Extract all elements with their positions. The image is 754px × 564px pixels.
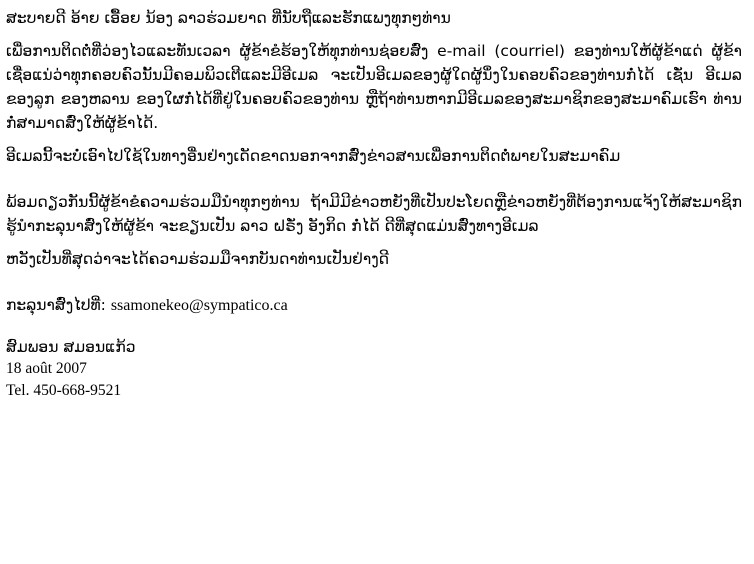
paragraph-email-usage: ອີເມລນີ້ຈະບໍ່ເອົາໄປໃຊ້ໃນທາງອື່ນຢ່າງເດັດຂາດນອກຈາກສົ່ງຂ່າວສານເພື່ອການຕິດຕໍ່ພາຍໃນສະມາຄົມ bbox=[6, 147, 621, 165]
spacer bbox=[6, 318, 742, 336]
paragraph-email-request: ເພື່ອການຕິດຕໍ່ທີ່ວ່ອງໄວແລະທັນເວລາ ຜູ້ຂ້າຂໍຮ້ອງໃຫ້ທຸກທ່ານຊ່ອຍສົ່ງ e-mail (courriel) ຂອງທ່ານໃຫ້ຜູ້ຂ້າແດ່ ຜູ້ຂ້າເຊື່ອແນ່ວ່າທຸກຄອບຄົວນັ້ນມີຄອມພິວເຕີແລະມີອີເມລ ຈະເປັນອີເມລຂອງຜູ້ໃດຜູ້ນຶ່ງໃນຄອບຄົວຂອງທ່ານກໍ່ໄດ້ ເຊັ່ນ ອີເມລຂອງລູກ ຂອງຫລານ ຂອງໃຜກໍ່ໄດ້ທີ່ຢູ່ໃນຄອບຄົວຂອງທ່ານ ຫຼືຖ້າທ່ານຫາກມີອີເມລຂອງສະມາຊິກຂອງສະມາຄົມເຮົາ ທ່ານກໍ່ສາມາດສົ່ງໃຫ້ຜູ້ຂ້າໄດ້. bbox=[6, 42, 742, 132]
phone-number: Tel. 450-668-9521 bbox=[6, 382, 122, 399]
letter-date: 18 août 2007 bbox=[6, 360, 87, 377]
signature-name: ສົມພອນ ສມອນແກ້ວ bbox=[6, 338, 136, 356]
spacer bbox=[6, 168, 742, 190]
spacer bbox=[6, 271, 742, 293]
spacer bbox=[6, 238, 742, 247]
paragraph-news-request: ພ້ອມດຽວກັນນີ້ຜູ້ຂ້າຂໍຄວາມຮ່ວມມືນຳທຸກໆທ່ານ ຖ້າມີມີຂ່າວຫຍັງທີ່ເປັນປະໂຍດຫຼືຂ່າວຫຍັງທີ່ຕ້ອງການແຈ້ງໃຫ້ສະມາຊິກຮູ້ນຳກະລຸນາສົ່ງໃຫ້ຜູ້ຂ້າ ຈະຂຽນເປັນ ລາວ ຝຣັ່ງ ອັງກິດ ກໍ່ໄດ້ ດີທີ່ສຸດແມ່ນສົ່ງທາງອີເມລ bbox=[6, 193, 742, 235]
send-to-line bbox=[6, 293, 742, 318]
greeting-line: ສະບາຍດີ ອ້າຍ ເອື້ອຍ ນ້ອງ ລາວຮ່ວມຍາດ ທີ່ນັບຖືແລະຮັກແພງທຸກໆທ່ານ bbox=[6, 9, 451, 27]
letter-document bbox=[6, 6, 742, 402]
send-to-label: ກະລຸນາສົ່ງໄປທີ່: bbox=[6, 296, 106, 314]
spacer bbox=[6, 135, 742, 144]
spacer bbox=[6, 30, 742, 39]
paragraph-closing-hope: ຫວັງເປັນທີ່ສຸດວ່າຈະໄດ້ຄວາມຮ່ວມມືຈາກບັນດາທ່ານເປັນຢ່າງດີ bbox=[6, 250, 390, 268]
contact-email: ssamonekeo@sympatico.ca bbox=[110, 297, 288, 314]
